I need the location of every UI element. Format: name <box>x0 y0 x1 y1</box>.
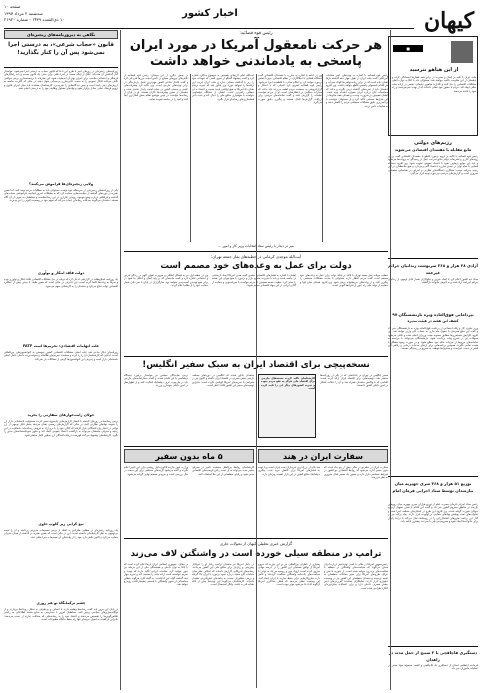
main-headline-1: هر حرکت نامعقول آمریکا در مورد ایران <box>129 38 383 53</box>
left-sub-6: چشم ترکمانگاه تو هم روزی <box>36 601 86 605</box>
left-body-2: یکی از روزنامه‌های زنجیره‌ای در سرمقاله خود نوشت مسئولان باید به مطالبات مردم توجه کنند، اما همین نشریه در دوره‌های گذشته از سیاست‌هایی حمایت کرد که به مشکلات امروز انجامید. فراموشی حمایت‌های گذشته و فرافکنی درباره وضع موجود، رویه‌ای تکراری در این رسانه‌هاست و مخاطبان به خوبی از آن آگاه هستند. منتقدان می‌گویند صداقت رسانه‌ای ایجاب می‌کند که سهم خود در وضعیت کنونی را نیز بپذیرند. <box>4 189 118 203</box>
trump-body-2: بسیاری از ناظران بین‌المللی نیز بر این باورند که خروج آمریکا از توافق هسته‌ای این کشور را در عرصه جهانی منزوی کرده است؛ اروپا، چین و روسیه هر یک به نوعی با سیاست‌های یک‌جانبه واشنگتن مخالفت کرده‌اند و تلاش دارند سازوکارهایی برای حفظ تجارت با ایران ایجاد کنند. این وضعیت نشان می‌دهد که فشار حداکثری آمریکا آن‌گونه که ادعا می‌شود مؤثر نبوده است. <box>258 563 320 587</box>
ruling-subtitle: مانع مقابله با مفسدان اقتصادی می‌شوند <box>394 147 472 152</box>
india-body-2: هند یکی از بزرگ‌ترین خریداران نفت ایران است و با توجه به فشارهای آمریکا برای کاهش خرید نفت، پیگیری دیپلماتیک منافع کشور در این بازار اهمیت ویژه‌ای دارد. <box>258 466 320 476</box>
page-number: صفحه ۱۰ <box>4 4 21 9</box>
main-story-col-2: وی در ادامه با اشاره به مبارزه با مفسدان اقتصادی گفت دستگاه قضایی با اخلالگران در نظام اقتصادی بدون اغماض برخورد خواهد کرد و احکام صادره با قاطعیت اجرا می‌شود. رئیس قوه قضائیه تصریح کرد کسانی که با احتکار و گران‌فروشی به معیشت مردم لطمه می‌زنند باید بدانند که مجازات سنگینی در انتظارشان است. او از مردم خواست تخلفات را گزارش دهند و گفت سامانه‌های مردمی برای دریافت گزارش‌ها فعال هستند و پیگیری دقیق صورت می‌گیرد. <box>258 74 322 105</box>
left-body-7: در پایان این مرور باید گفت رسانه‌ها وظیفه دارند با انصاف و بی‌طرفی به تحلیل رویدادها بپردازند و از دوگانه‌سازی‌های سیاسی پرهیز کنند. مخاطبان امروز با دسترسی به منابع متعدد اطلاعاتی به راحتی تناقض‌گویی‌ها را تشخیص می‌دهند و اعتماد خود را به رسانه‌هایی که صداقت ندارند از دست می‌دهند؛ بنابراین بازگشت به اصول حرفه‌ای تنها راه حفظ جایگاه مطبوعات است. <box>4 608 118 622</box>
speech-body: ملت ایران با تکیه بر ایمان و بصیرت در برابر همه فشارها ایستادگی کرده و دشمنان از این مقاومت ناامید خواهند شد؛ مسئولان باید با اتکا به توان داخلی مشکلات اقتصادی را حل کنند و نگذارند هیاهوی تبلیغاتی دشمن در اراده ملت خللی ایجاد کند. مردم با حضور خود نشان داده‌اند که از تهدید نمی‌هراسند و راه خود را ادامه می‌دهند. <box>392 76 476 93</box>
trump-kicker: گزارش خبری تحلیلی کیهان از تحولات جاری <box>219 541 293 546</box>
five-months-body-2: وزارت امور خارجه تاکنون دلیل روشنی برای این تأخیر اعلام نکرده و گفته می‌شود گزینه‌های مختلفی برای این سمت در حال بررسی است و به‌زودی تصمیم نهایی گرفته می‌شود. <box>124 466 188 476</box>
india-body-1: سفارت ایران در دهلی‌نو در حالی بیش از پنج ماه است که بدون سفیر اداره می‌شود که روابط اقتصادی دو کشور در شرایط حساسی قرار دارد و حضور یک سفیر فعال ضروری به نظر می‌رسد. <box>324 466 388 480</box>
gov-body-3: وی در خطبه اول نیز به فضائل اخلاقی و ضرورت تقوای الهی در زندگی فردی و اجتماعی اشاره کرد و گفت جامعه‌ای که بر پایه ایمان و اخلاق بنا شود در برابر هیچ تهدیدی آسیب‌پذیر نخواهد بود. نمازگزاران در پایان با سر دادن شعار حمایت خود را از نظام اعلام کردند. <box>124 274 208 288</box>
header-section-title: اخبار کشور <box>182 8 238 19</box>
release-title: آزادی ۲۸ هزار و ۳۶۸ سرنوشت زندانیان جرائم غیرعمد <box>388 263 478 275</box>
main-col-divider-1 <box>256 74 257 688</box>
main-col-divider-2 <box>190 74 191 242</box>
gov-body-1: خطیب موقت نماز جمعه تهران با تأکید بر اینکه دولت برای عمل به وعده‌های خود مصمم است گفت مردم انتظار دارند مسئولان با جدیت مشکلات معیشتی را پیگیری کنند و از وعده‌های بی‌پشتوانه پرهیز شود. وی افزود همدلی میان قوا و حمایت از تولید ملی راه عبور از شرایط کنونی است. <box>300 274 388 288</box>
prescription-body-3: برخی نمایندگان مجلس نیز خواستار برخورد دستگاه دیپلماسی با این اقدام شدند و گفتند سفارتخانه‌های خارجی باید در چارچوب عرف دیپلماتیک فعالیت کنند و از اظهارنظر در امور داخلی خودداری ورزند. <box>124 374 188 388</box>
speech-box <box>388 36 478 136</box>
prescription-body-1: سفیر انگلیس در تهران در یادداشتی که در یکی از روزنامه‌ها منتشر شد، توصیه‌هایی برای اقتصاد ایران ارائه کرده است؛ اقدامی که با واکنش منتقدان همراه شد و آن را دخالت آشکار در امور داخلی کشور دانستند. <box>320 374 388 388</box>
kids-body: وزیر تعاون، کار و رفاه اجتماعی از پرداخت فوق‌العاده ویژه به بازنشستگان خبر داد و گفت این مبلغ همزمان با حقوق ماه جاری به حساب آنان واریز خواهد شد. وی افزود افزایش مستمری‌ها مطابق مصوبه هیئت وزیران انجام شده و تلاش می‌شود معوقات نیز در اسرع وقت پرداخت شود. بازنشستگان می‌توانند با مراجعه به سامانه‌های مربوط از جزئیات حکم خود مطلع شوند و در صورت وجود مشکل با شعب تماس بگیرند. همچنین برنامه‌هایی برای ارتقای خدمات درمانی و رفاهی این قشر در دست اجراست و صندوق‌ها موظف به تسریع در رسیدگی هستند. <box>388 327 478 351</box>
convoy-title: توزیع ۵۱ هزار و ۳۶۸ سری جهیزیه میان نیازمندان توسط ستاد اجرایی فرمان امام <box>392 481 474 493</box>
five-months-box <box>124 449 254 463</box>
main-story-col-3: آیت‌الله آملی لاریجانی همچنین به موضوع مذاکره اشاره کرد و گفت پیشنهاد گفتگو از سوی کسی که تعهدات خود را زیر پا گذاشته معنایی ندارد و ملت ایران فریب این ترفندها را نخواهد خورد. وی یادآور شد که تجربه برجام نشان داد آمریکا به هیچ توافقی پایبند نیست و اعتماد به آن خطایی راهبردی است. ایشان از دستگاه دیپلماسی خواست با هوشیاری منافع ملی را دنبال کند و تحت تأثیر فضاسازی‌های رسانه‌ای قرار نگیرد. <box>192 74 254 101</box>
trump-body-1: رئیس‌جمهور آمریکا در حالی با لحنی تهدیدآمیز درباره ایران سخن می‌گوید که سیاست‌های واشنگتن در منطقه با شکست‌های پی‌درپی مواجه شده است. از سوریه تا یمن و عراق، طرح‌های آمریکا برای تغییر معادلات منطقه‌ای به نتیجه نرسیده و متحدان منطقه‌ای این کشور نیز در وضعیت دشواری قرار دارند. تحلیلگران معتقدند لاف‌زنی‌های اخیر بیشتر مصرف داخلی دارد و برای انتخابات میان‌دوره‌ای کنگره طراحی شده است. <box>324 563 388 590</box>
left-col-divider <box>120 30 121 690</box>
convoy-body: رئیس ستاد اجرایی فرمان حضرت امام از توزیع هزاران سری جهیزیه میان زوج‌های نیازمند در مناطق محروم کشور خبر داد و گفت این اقدام با هدف تسهیل ازدواج جوانان صورت گرفته است. وی افزود این طرح در استان‌های مختلف اجرا شده و خانواده‌های تحت پوشش نهادهای حمایتی در اولویت قرار دارند. بنیاد برکت نیز در کنار این برنامه، طرح‌های اشتغال‌زایی را در روستاها دنبال می‌کند تا درآمد پایدار برای خانواده‌ها ایجاد شود و محرومیت‌زدایی با سرعت بیشتری ادامه یابد. <box>388 503 478 524</box>
left-sub-3: علت اتهامات اقتصادی: تحریم‌ها است FATF <box>22 344 100 348</box>
right-rule-1 <box>388 258 478 259</box>
ruling-title: رژیم‌های دولتی <box>414 140 452 146</box>
left-body-4: روزنامه‌ای دیگر مدعی شد علت اصلی مشکلات اقتصادی کشور نپیوستن به کنوانسیون‌های بین‌المللی است؛ ادعایی که کارشناسان آن را رد کرده و معتقدند تحریم‌های ظالمانه و سوءمدیریت داخلی عامل اصلی نابسامانی بازار است و پذیرش این کنوانسیون‌ها گرهی از مشکلات باز نمی‌کند. <box>4 351 118 361</box>
right-rule-3 <box>388 646 478 647</box>
gov-body-2: ایشان با اشاره به فشارهای اقتصادی دشمن گفت هدف آمریکا ایجاد نارضایتی در جامعه است و باید با مدیریت صحیح بازار و برخورد با سودجویان این نقشه را خنثی کرد. خطیب جمعه همچنین از مردم خواست با صرفه‌جویی و حمایت از کالای ایرانی در این جهاد اقتصادی سهیم شوند. <box>212 274 296 288</box>
header-date-1: سه‌شنبه ۲ مرداد ۱۳۹۷ <box>4 11 43 16</box>
main-kicker: رئیس قوه قضائیه: <box>239 31 273 36</box>
right-rule-2 <box>388 476 478 477</box>
left-body-1: روزنامه‌های زنجیره‌ای در روزهای اخیر با طرح این ادعا که قانون حجاب به درستی اجرا نمی‌شود، خواستار کنار گذاشتن آن شده‌اند؛ غافل از اینکه ضعف در اجرا دلیلی برای حذف یک قانون نیست و باید راهکارهای فرهنگی و اجتماعی مناسب برای اجرای بهتر آن اندیشیده شود. این نشریات با برجسته‌سازی برخی حواشی تلاش می‌کنند افکار عمومی را به سمت عادی‌سازی بی‌حجابی سوق دهند، در حالی که اکثریت جامعه به ارزش‌های دینی پایبند است و چنین دیدگاه‌هایی را نمی‌پذیرد. کارشناسان معتقدند باید میان اجرای قانون و ترویج فرهنگ عفاف تعادل برقرار شود و نهادهای مسئول وظایف خود را به درستی انجام دهند. <box>4 70 118 91</box>
main-story-col-4: در بخش دیگری از این سخنان، رئیس قوه قضائیه از تلاش‌های نیروهای مسلح در تأمین امنیت مرزها قدردانی کرد و گفت اقتدار دفاعی کشور مهم‌ترین عامل بازدارندگی در برابر تهدیدهای خارجی است. وی تأکید کرد پیشرفت‌های علمی و صنعتی کشور در سایه امنیت پایدار حاصل شده و دشمنان از همین پیشرفت‌ها نگران هستند. او در پایان از رسانه‌ها خواست در تبیین مواضع نظام نقش فعال‌تری ایفا کنند و امید را در جامعه تقویت نمایند. <box>124 74 188 101</box>
header-date-2: ۱۰ ذی‌القعده ۱۴۳۹ - شماره ۲۱۹۲۰ <box>4 17 65 22</box>
main-headline-2: پاسخی به یادماندنی خواهد داشت <box>150 54 362 69</box>
bottom-body: فرمانده انتظامی استان از دستگیری یک قاچاقچی و کشف محموله مواد مخدر در عملیات مأموران خبر داد. <box>388 664 478 671</box>
left-sub-2: دولت فاقد ابتکار و نوآوری <box>37 271 85 275</box>
left-column <box>4 30 118 690</box>
left-sub-1: ولایی زنجیره‌ای‌ها فراموش می‌کنند؟ <box>28 182 94 186</box>
india-headline: سفارت ایران در هند <box>258 449 388 463</box>
right-col-divider <box>390 30 391 690</box>
left-body-5: برخی رسانه‌ها در روزهای گذشته با انتشار گزارش‌هایی یک‌سویه سعی کردند مسئولیت نابسامانی بازار ارز را متوجه نهادهای نظارتی کنند، در حالی که گزارش‌های رسمی نشان می‌دهد بخش قابل توجهی از ارز دولتی در اختیار واردکنندگانی قرار گرفته که کالای خود را با نرخ آزاد به فروش رسانده‌اند. شفافیت در این زمینه و معرفی متخلفان می‌تواند به بازگشت اعتماد عمومی کمک کند و جلوی سوءاستفاده‌های بعدی را بگیرد. کارشناسان پیشنهاد می‌کنند فهرست دریافت‌کنندگان ارز به‌طور کامل منتشر شود. <box>4 420 118 437</box>
kids-title: بیردامانی فوق‌العاده ویژه بازنشستگان ۹۷ <box>392 312 474 317</box>
kids-subtitle: کشف این هفته در هیئت مدیره <box>407 319 459 323</box>
left-tag: نگاهی به دیروزنامه‌های زنجیره‌ای <box>4 30 118 39</box>
left-body-6: یک روزنامه زنجیره‌ای در مطلبی طنزآمیز به انتقاد از برخی تصمیمات مدیریتی پرداخته و آن را نتیجه بی‌توجهی به نظر کارشناسان دانسته است؛ این در حالی است که همین نشریه در گذشته از همان مدیران حمایت می‌کرد و اکنون تلاش دارد خود را از پیامدهای آن تصمیمات مبرا نشان دهد. <box>4 529 118 539</box>
prescription-sidebar <box>258 374 316 438</box>
main-col-divider-3 <box>322 74 323 242</box>
left-sub-4: جولان رانت‌خوارهای سفارتی را بخرید <box>27 413 95 417</box>
left-rule-1 <box>4 67 118 68</box>
main-mid-note: میر در دیدار با رئیس ستاد انتخابات وزیر کار و امور ... <box>218 244 294 248</box>
speech-title: از این هیاهو نترسید <box>409 67 459 73</box>
speech-label: ■ <box>393 45 423 52</box>
trump-body-3: در داخل آمریکا نیز منتقدان ترامپ رفتار او را غیرقابل پیش‌بینی و زیان‌بار برای منافع ملی این کشور می‌دانند. رسانه‌های آمریکایی گزارش داده‌اند که اختلاف نظر میان مقامات کاخ سفید درباره نحوه برخورد با ایران بالا گرفته و برخی مشاوران نسبت به پیامدهای تنش‌آفرینی هشدار داده‌اند. کارشناسان می‌گویند این تهدیدها بیش از آنکه نشانه قدرت باشد، بیانگر استیصال است. <box>192 563 254 587</box>
gov-headline: دولت برای عمل به وعده‌های خود مصمم است <box>160 261 352 271</box>
trump-headline: ترامپ در منطقه سیلی خورده است در واشنگتن لاف می‌زند <box>130 549 382 559</box>
five-months-headline: ۵ ماه بدون سفیر <box>124 449 254 463</box>
left-body-3: یک روزنامه اصلاح‌طلب در گزارشی اذعان کرد که دولت در حل مشکلات اقتصادی فاقد ابتکار و نوآوری بوده و صرفاً به وعده‌ها اکتفا کرده است. این اعتراف در حالی است که همین طیف تا چندی پیش از عملکرد اقتصادی دولت دفاع می‌کرد و منتقدان را به کارشکنی متهم می‌نمود. <box>4 278 118 288</box>
leader-photo <box>451 41 473 63</box>
prescription-sidebar-text: کارشناسان تأکید کردند نسخه‌های خارجی برای اقتصاد ملی هرگز به نفع مردم نبوده و تجربه کشورهای دیگر این را ثابت کرده است. <box>261 377 315 391</box>
bottom-title: دستگیری قاچاقچی با ۳ سبیخ از حمل مدت در زاهدان <box>388 650 478 662</box>
left-headline: قانون «حجاب شرعی»، به درستی اجرا نمی‌شود پس آن را کنار بگذارید! <box>8 42 114 56</box>
release-body: ستاد دیه کشور اعلام کرد با کمک خیرین و نیکوکاران شمار قابل توجهی از زندانیان جرائم غیرعمد آزاد شده و به آغوش خانواده بازگشتند. <box>388 278 478 285</box>
main-story-col-1: رئیس قوه قضائیه با اشاره به تهدیدهای اخیر مقامات آمریکایی گفت ملت ایران در طول چهار دهه گذشته بارها نشان داده است که در برابر زیاده‌خواهی‌ها کوتاه نمی‌آید و هر اقدام نامعقولی پاسخی قاطع خواهد داشت. وی افزود دشمنان باید از تجربه‌های گذشته درس بگیرند و بدانند که محاسبات آنان درباره ایران همواره اشتباه بوده است. ایشان همچنین بر ضرورت وحدت و همدلی همه جناح‌ها در این شرایط حساس تأکید کرد و از مسئولان خواست با برنامه‌ریزی دقیق مشکلات معیشتی مردم را کاهش دهند و به شایعات دامن نزنند. <box>326 74 388 108</box>
five-months-body-1: کارشناسان روابط بین‌الملل معتقدند تأخیر در معرفی سفیر جدید می‌تواند به از دست رفتن فرصت‌های اقتصادی منجر شود و رقبای منطقه‌ای از این خلأ استفاده کنند. <box>192 466 254 476</box>
prescription-body-2: منتقدان یادآور شدند که انگلیس در دوره‌های مختلف تاریخی نقش مخربی در اقتصاد ایران داشته و اکنون نیز در همراهی با تحریم‌های آمریکا کوتاهی نکرده است؛ بنابراین توصیه‌های سفیر این کشور فاقد اعتبار است. <box>192 374 254 388</box>
gov-kicker: آیت‌الله موحدی کرمانی در خطبه‌های نماز جمعه تهران: <box>211 254 301 259</box>
ruling-body: رئیس قوه قضائیه با تأکید بر لزوم برخورد قاطع با مفسدان اقتصادی گفت برخی رویه‌های اداری و تشریفات دولتی مانع سرعت عمل در رسیدگی به پرونده‌ها می‌شود و باید این موانع برطرف شود تا اعتماد عمومی تقویت شود. وی افزود دستگاه قضایی با تمام توان در مسیر مبارزه با فساد گام برمی‌دارد و هیچ ملاحظه‌ای در این زمینه پذیرفته نیست؛ همکاری دستگاه‌های نظارتی و اجرایی در شناسایی مفسدان ضروری است و گزارش‌های مردمی نیز مورد توجه قرار می‌گیرد. <box>388 155 478 176</box>
right-column <box>388 36 478 688</box>
trump-body-4: در مقابل، جمهوری اسلامی ایران بارها اعلام کرده است که با اتکا به توان داخلی و همبستگی ملی از این مرحله نیز عبور خواهد کرد. مقامات ایرانی تأکید دارند که تهدید و تحریم نتوانسته است اراده ملت را تضعیف کند و تجربه چهار دهه گذشته گواه این ادعاست. به گفته آنان، هرگونه خطای محاسباتی از سوی واشنگتن با پاسخی پشیمان‌کننده روبه‌رو خواهد شد. <box>124 563 188 587</box>
header-rule <box>4 28 414 29</box>
masthead: کیهان <box>423 8 475 34</box>
left-sub-5: تیغ کرانی زیر کلوپ حاوی <box>38 522 84 526</box>
india-box <box>258 449 388 463</box>
prescription-headline: نسخه‌پیچی برای اقتصاد ایران به سبک سفیر انگلیس! <box>142 360 370 370</box>
